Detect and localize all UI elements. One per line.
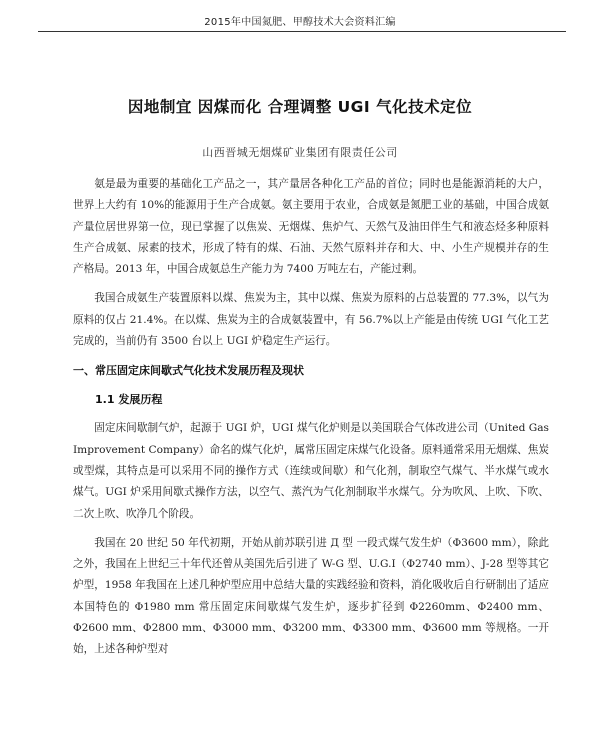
subsection-heading: 1.1 发展历程 <box>95 393 163 407</box>
paragraph-ugi-origin: 固定床间歇制气炉，起源于 UGI 炉，UGI 煤气化炉则是以美国联合气体改进公司（United Gas Improvement Company）命名的煤气化炉，属常压固定床煤气化设备。原料通常采用无烟煤、焦炭或型煤，其特点是可以采用不同的操作方式（连续或间歇）和气化剂，制取空气煤气、半水煤气或水煤气。UGI 炉采用间歇式操作方法，以空气、蒸汽为气化剂制取半水煤气。分为吹风、上吹、下吹、二次上吹、吹净几个阶段。 <box>73 422 549 520</box>
paragraph-intro: 氨是最为重要的基础化工产品之一，其产量居各种化工产品的首位；同时也是能源消耗的大户，世界上大约有 10%的能源用于生产合成氨。氨主要用于农业，合成氨是氮肥工业的基础，中国合成氨产量位居世界第一位，现已掌握了以焦炭、无烟煤、焦炉气、天然气及油田伴生气和液态烃多种原料生产合成氨、尿素的技术，形成了特有的煤、石油、天然气原料并存和大、中、小生产规模并存的生产格局。2013 年，中国合成氨总生产能力为 7400 万吨左右，产能过剩。 <box>73 178 549 276</box>
paragraph-history: 我国在 20 世纪 50 年代初期，开始从前苏联引进 Д 型 一段式煤气发生炉（Φ3600 mm），除此之外，我国在上世纪三十年代还曾从美国先后引进了 W-G 型、U.G.I（Φ2740 mm）、J-28 型等其它炉型，1958 年我国在上述几种炉型应用中总结大量的实践经验和资料，消化吸收后自行研制出了适应本国特色的 Φ1980 mm 常压固定床间歇煤气发生炉，逐步扩径到 Φ2260mm、Φ2400 mm、Φ2600 mm、Φ2800 mm、Φ3000 mm、Φ3200 mm、Φ3300 mm、Φ3600 mm 等规格。一开始，上述各种炉型对 <box>73 536 549 656</box>
paper-title: 因地制宜 因煤而化 合理调整 UGI 气化技术定位 <box>127 98 473 116</box>
header-rule <box>38 31 566 32</box>
running-header: 2015年中国氮肥、甲醇技术大会资料汇编 <box>204 17 396 28</box>
paper-body <box>73 174 549 669</box>
paragraph-capacity: 我国合成氨生产装置原料以煤、焦炭为主，其中以煤、焦炭为原料的占总装置的 77.3%，以气为原料的仅占 21.4%。在以煤、焦炭为主的合成氨装置中，有 56.7%以上产能是由传统 UGI 气化工艺完成的，当前仍有 3500 台以上 UGI 炉稳定生产运行。 <box>73 292 549 348</box>
author-affiliation: 山西晋城无烟煤矿业集团有限责任公司 <box>202 146 398 159</box>
section-heading: 一、常压固定床间歇式气化技术发展历程及现状 <box>73 364 304 378</box>
